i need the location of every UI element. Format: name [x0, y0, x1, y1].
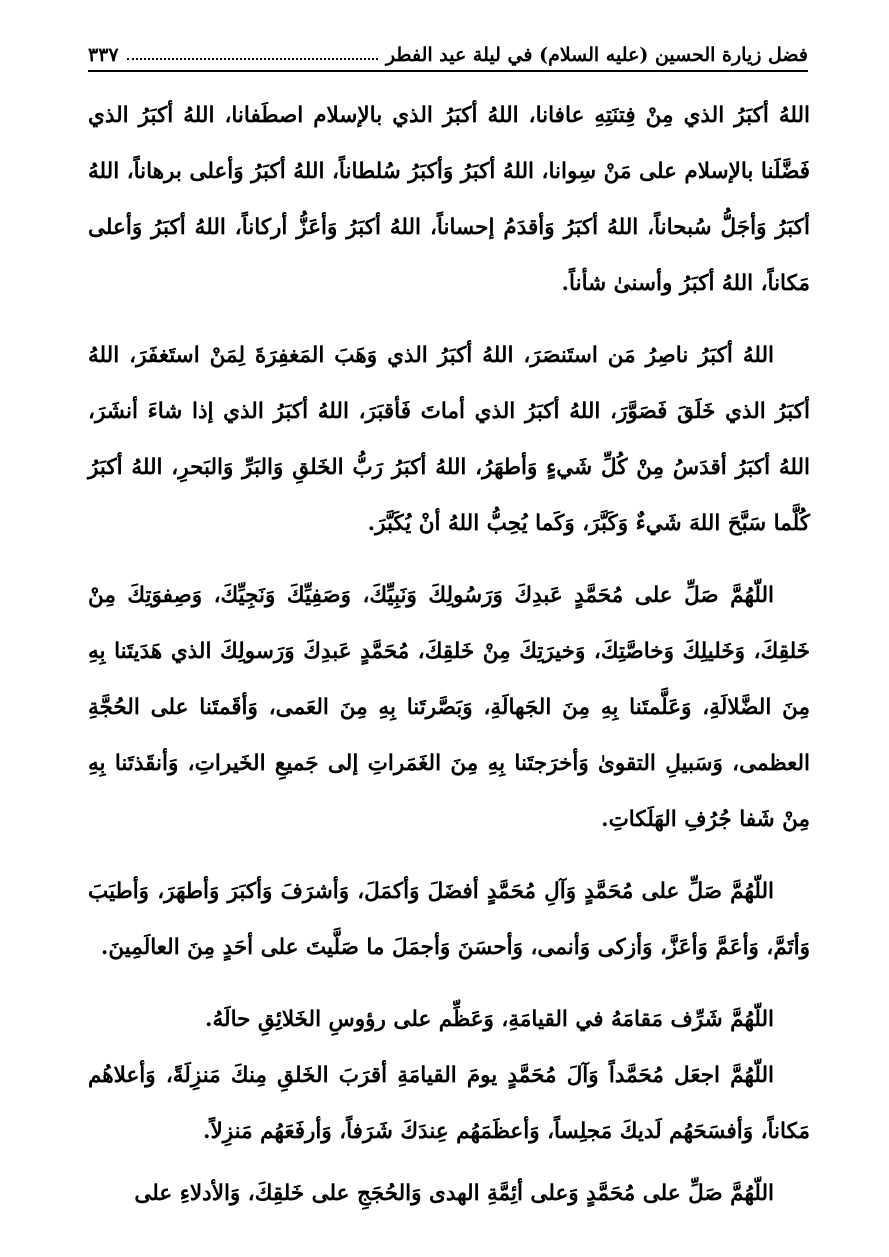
paragraph-dua-1: اللّهُمَّ شَرِّف مَقامَهُ في القيامَةِ، وَعَظِّم على رؤوسِ الخَلائِقِ حالَهُ. [205, 1007, 774, 1032]
paragraph-takbir-1: اللهُ أكبَرُ الذي مِنْ فِتنَتِهِ عافانا، اللهُ أكبَرُ الذي بالإسلام اصطَفانا، اللهُ أكبَرُ الذي فَضَّلَنا بالإسلام على مَنْ سِوانا، اللهُ أكبَرُ وَأكبَرُ سُلطاناً، اللهُ أكبَرُ وَأعلى برهاناً، اللهُ أكبَرُ وَأجَلُّ سُبحاناً، اللهُ أكبَرُ وَأقدَمُ إحساناً، اللهُ أكبَرُ وَأعَزُّ أركاناً، اللهُ أكبَرُ وَأعلى مَكاناً، اللهُ أكبَرُ وأسنىٰ شأناً. [88, 103, 810, 296]
main-text [88, 88, 810, 1238]
paragraph-dua-2: اللّهُمَّ اجعَل مُحَمَّداً وَآلَ مُحَمَّدٍ يومَ القيامَةِ أقرَبَ الخَلقِ مِنكَ مَنزِلَةً، وَأعلاهُم مَكاناً، وَأفسَحَهُم لَديكَ مَجلِساً، وَأعظَمَهُم عِندَكَ شَرَفاً، وَأرفَعَهُم مَنزِلاً. [88, 1063, 810, 1144]
dot-leader [127, 57, 378, 60]
paragraph-dua-3: اللّهُمَّ صَلِّ على مُحَمَّدٍ وَعلى أئِمَّةِ الهدى وَالحُجَجِ على خَلقِكَ، وَالأدلاءِ على [134, 1181, 774, 1206]
paragraph-salawat-1: اللّهُمَّ صَلِّ على مُحَمَّدٍ عَبدِكَ وَرَسُولِكَ وَنَبِيِّكَ، وَصَفِيِّكَ وَنَجِيِّكَ، وَصِفوَتِكَ مِنْ خَلقِكَ، وَخَليلِكَ وَخاصَّتِكَ، وَخيرَتِكَ مِنْ خَلقِكَ، مُحَمَّدٍ عَبدِكَ وَرَسولِكَ الذي هَدَيتَنا بِهِ مِنَ الضَّلالَةِ، وَعَلَّمتَنا بِهِ مِنَ الجَهالَةِ، وَبَصَّرتَنا بِهِ مِنَ العَمى، وَأقَمتَنا على الحُجَّةِ العظمى، وَسَبيلِ التقوىٰ وَأخرَجتَنا بِهِ مِنَ الغَمَراتِ إلى جَميعِ الخَيراتِ، وَأنقَذتَنا بِهِ مِنْ شَفا جُرُفِ الهَلَكاتِ. [88, 583, 810, 832]
running-header [88, 30, 808, 66]
paragraph-salawat-2: اللّهُمَّ صَلِّ على مُحَمَّدٍ وَآلِ مُحَمَّدٍ أفضَلَ وَأكمَلَ، وَأشرَفَ وَأكبَرَ وَأطهَرَ، وَأطيَبَ وَأتَمَّ، وَأعَمَّ وَأعَزَّ، وَأزكى وَأنمى، وَأحسَنَ وَأجمَلَ ما صَلَّيتَ على أحَدٍ مِنَ العالَمِينَ. [88, 879, 810, 960]
running-title: فضل زيارة الحسين (عليه السلام) في ليلة عيد الفطر [385, 44, 808, 66]
header-rule [88, 70, 808, 72]
page-number: ٣٣٧ [88, 44, 119, 66]
paragraph-takbir-2: اللهُ أكبَرُ ناصِرُ مَن استَنصَرَ، اللهُ أكبَرُ الذي وَهَبَ المَغفِرَةَ لِمَنْ استَغفَرَ، اللهُ أكبَرُ الذي خَلَقَ فَصَوَّرَ، اللهُ أكبَرُ الذي أماتَ فَأقبَرَ، اللهُ أكبَرُ الذي إذا شاءَ أنشَرَ، اللهُ أكبَرُ أقدَسُ مِنْ كُلِّ شَيءٍ وَأطهَرُ، اللهُ أكبَرُ رَبُّ الخَلقِ وَالبَرِّ وَالبَحرِ، اللهُ أكبَرُ كُلَّما سَبَّحَ اللهَ شَيءٌ وَكَبَّرَ، وَكَما يُحِبُّ اللهُ أنْ يُكَبَّرَ. [88, 343, 810, 536]
